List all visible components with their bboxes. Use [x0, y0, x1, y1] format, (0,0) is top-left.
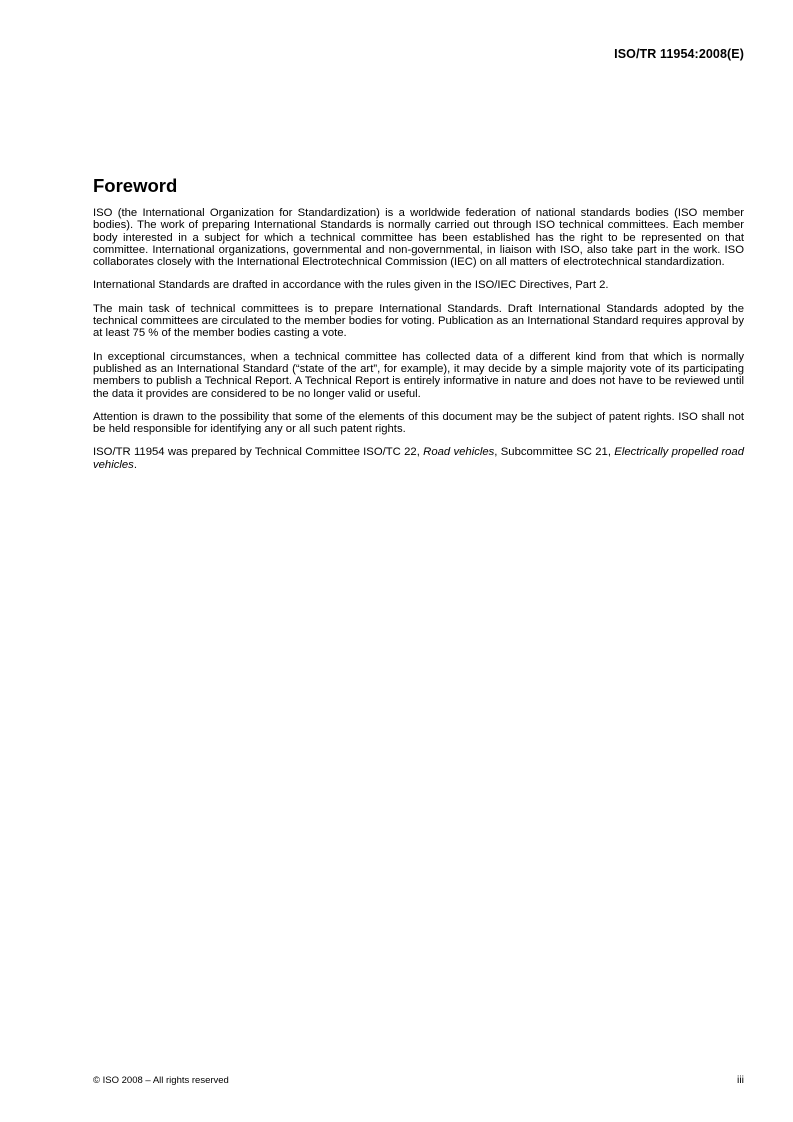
- paragraph-technical-report: In exceptional circumstances, when a technical committee has collected data of a different kind from that which is normally published as an International Standard (“state of the art”, for example), it may decide by a simple majority vote of its participating members to publish a Technical Report. A Technical Report is entirely informative in nature and does not have to be reviewed until the data it provides are considered to be no longer valid or useful.: [93, 350, 744, 400]
- paragraph-directives: International Standards are drafted in accordance with the rules given in the ISO/IEC Directives, Part 2.: [93, 279, 609, 292]
- paragraph-prepared-by: [93, 446, 744, 471]
- subcommittee-name: Electrically propelled road vehicles: [93, 446, 744, 471]
- copyright-notice: © ISO 2008 – All rights reserved: [93, 1075, 229, 1086]
- page-title: Foreword: [93, 175, 178, 196]
- prepared-by-text: ISO/TR 11954 was prepared by Technical Committee ISO/TC 22,: [93, 446, 424, 459]
- sentence-end: .: [133, 458, 137, 471]
- subcommittee-text: , Subcommittee SC 21,: [494, 446, 615, 459]
- paragraph-patent-rights: Attention is drawn to the possibility that some of the elements of this document may be the subject of patent rights. ISO shall not be held responsible for identifying any or all such patent rights.: [93, 410, 744, 436]
- page-number: iii: [737, 1074, 744, 1086]
- paragraph-iso-intro: ISO (the International Organization for Standardization) is a worldwide federation of national standards bodies (ISO member bodies). The work of preparing International Standards is normally carried out through ISO technical committees. Each member body interested in a subject for which a technical committee has been established has the right to be represented on that committee. International organizations, governmental and non-governmental, in liaison with ISO, also take part in the work. ISO collaborates closely with the International Electrotechnical Commission (IEC) on all matters of electrotechnical standardization.: [93, 207, 744, 269]
- foreword-body: [93, 207, 744, 471]
- committee-name: Road vehicles: [423, 446, 495, 459]
- paragraph-committee-task: The main task of technical committees is to prepare International Standards. Draft International Standards adopted by the technical committees are circulated to the member bodies for voting. Publication as an International Standard requires approval by at least 75 % of the member bodies casting a vote.: [93, 302, 744, 340]
- document-code: ISO/TR 11954:2008(E): [614, 47, 744, 61]
